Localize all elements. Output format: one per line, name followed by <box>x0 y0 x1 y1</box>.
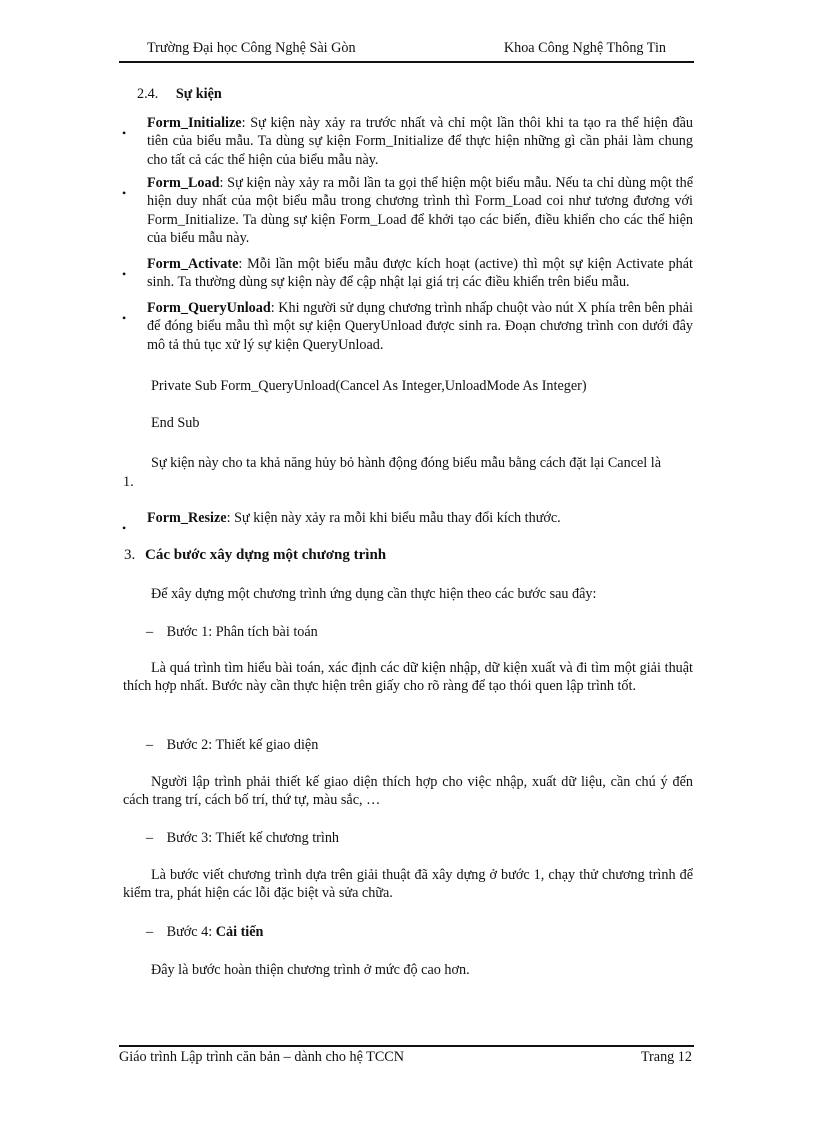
step-2-label <box>146 736 318 754</box>
bullet-icon: • <box>122 126 127 140</box>
section-number: 3. <box>124 547 136 563</box>
event-desc: : Khi người sử dụng chương trình nhấp chuột vào nút X phía trên bên phải để đóng biểu mẫu thì một sự kiện QueryUnload được sinh ra. Đoạn chương trình con dưới đây mô tả thủ tục xử lý sự kiện QueryUnload. <box>147 300 694 353</box>
header-faculty: Khoa Công Nghệ Thông Tin <box>503 40 666 56</box>
step-2-desc: Người lập trình phải thiết kế giao diện thích hợp cho việc nhập, xuất dữ liệu, cần chú ý đến cách trang trí, cách bố trí, thứ tự, màu sắc, … <box>123 774 693 809</box>
page-number: Trang 12 <box>640 1049 692 1065</box>
event-desc: : Mỗi lần một biểu mẫu được kích hoạt (active) thì một sự kiện Activate phát sinh. Ta thường dùng sự kiện này để cập nhật lại giá trị các điều khiển trên biểu mẫu. <box>147 256 693 291</box>
step-label-bold: Cải tiến <box>215 924 264 940</box>
event-form-queryunload <box>147 299 693 354</box>
event-form-initialize <box>147 114 693 169</box>
event-form-resize <box>147 509 693 527</box>
event-name: Form_Activate <box>147 256 239 272</box>
cancel-note-line-1: Sự kiện này cho ta khả năng hủy bỏ hành động đóng biểu mẫu bằng cách đặt lại Cancel là <box>151 455 662 471</box>
step-label-prefix: Bước 4: <box>166 924 216 940</box>
code-line-1: Private Sub Form_QueryUnload(Cancel As Integer,UnloadMode As Integer) <box>151 378 587 394</box>
event-desc: : Sự kiện này xảy ra mỗi lần ta gọi thể hiện một biểu mẫu. Nếu ta chỉ dùng một thể hiện duy nhất của một biểu mẫu trong chương trình thì Form_Load coi như tương đương với Form_Initialize. Ta dùng sự kiện Form_Load để khởi tạo các biến, điều khiển cho các thể hiện của biểu mẫu này. <box>147 175 693 246</box>
event-form-load <box>147 174 693 247</box>
dash-icon: – <box>146 624 154 640</box>
step-4-label <box>146 923 263 941</box>
header-school: Trường Đại học Công Nghệ Sài Gòn <box>147 40 356 56</box>
step-label: Bước 1: Phân tích bài toán <box>166 624 318 640</box>
page-header <box>119 40 694 60</box>
section-title: Sự kiện <box>175 86 222 102</box>
bullet-icon: • <box>122 267 127 281</box>
dash-icon: – <box>146 924 154 940</box>
event-name: Form_QueryUnload <box>147 300 271 316</box>
bullet-icon: • <box>122 311 127 325</box>
step-1-desc: Là quá trình tìm hiểu bài toán, xác định các dữ kiện nhập, dữ kiện xuất và đi tìm một giải thuật thích hợp nhất. Bước này cần thực hiện trên giấy cho rõ ràng để tạo thói quen lập trình tốt. <box>123 660 693 695</box>
header-divider <box>119 61 694 63</box>
step-3-desc: Là bước viết chương trình dựa trên giải thuật đã xây dựng ở bước 1, chạy thử chương trình để kiểm tra, phát hiện các lỗi đặc biệt và sửa chữa. <box>123 867 693 902</box>
page-footer <box>119 1049 694 1069</box>
event-desc: : Sự kiện này xảy ra trước nhất và chỉ một lần thôi khi ta tạo ra thể hiện đầu tiên của biểu mẫu. Ta dùng sự kiện Form_Initialize để thực hiện những gì cần phải làm chung cho tất cả các thể hiện của biểu mẫu này. <box>147 115 693 168</box>
step-label: Bước 2: Thiết kế giao diện <box>166 737 319 753</box>
cancel-note-line-2: 1. <box>123 474 134 490</box>
section-3-intro: Để xây dựng một chương trình ứng dụng cần thực hiện theo các bước sau đây: <box>151 586 597 602</box>
section-3-heading <box>124 546 386 564</box>
section-title: Các bước xây dựng một chương trình <box>145 547 387 563</box>
step-3-label <box>146 829 339 847</box>
event-desc: : Sự kiện này xảy ra mỗi khi biểu mẫu thay đổi kích thước. <box>226 510 561 526</box>
dash-icon: – <box>146 737 154 753</box>
step-label: Bước 3: Thiết kế chương trình <box>166 830 340 846</box>
step-1-label <box>146 623 318 641</box>
event-name: Form_Resize <box>147 510 227 526</box>
section-2-4-heading <box>137 85 222 103</box>
footer-divider <box>119 1045 694 1047</box>
dash-icon: – <box>146 830 154 846</box>
footer-title: Giáo trình Lập trình căn bản – dành cho hệ TCCN <box>119 1049 404 1065</box>
section-number: 2.4. <box>137 86 159 102</box>
event-name: Form_Load <box>147 175 220 191</box>
bullet-icon: • <box>122 521 127 535</box>
step-4-desc: Đây là bước hoàn thiện chương trình ở mức độ cao hơn. <box>151 962 470 978</box>
bullet-icon: • <box>122 186 127 200</box>
code-line-2: End Sub <box>151 415 200 431</box>
event-form-activate <box>147 255 693 292</box>
event-name: Form_Initialize <box>147 115 242 131</box>
